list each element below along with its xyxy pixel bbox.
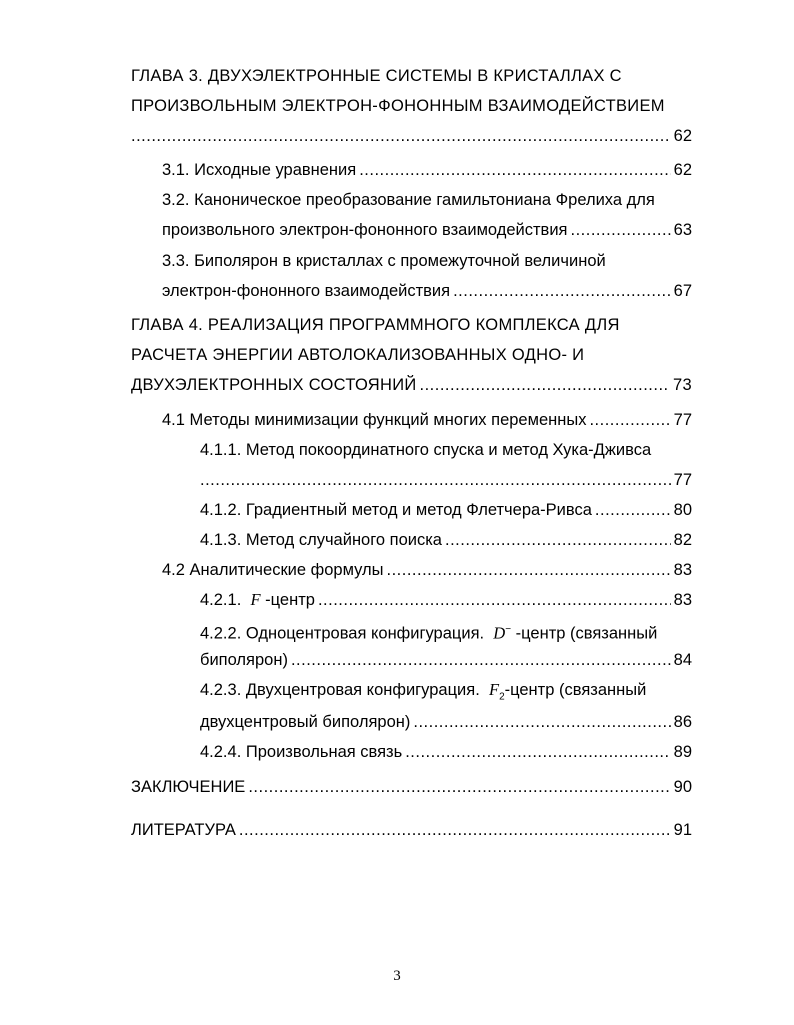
toc-section-title: произвольного электрон-фононного взаимодействия bbox=[162, 221, 568, 239]
toc-subsection-4-2-3-line-1 bbox=[200, 678, 692, 702]
page-ref: 84 bbox=[673, 651, 692, 669]
toc-chapter-4-title-line-2: РАСЧЕТА ЭНЕРГИИ АВТОЛОКАЛИЗОВАННЫХ ОДНО- И bbox=[131, 346, 585, 364]
toc-subsection-4-2-3[interactable] bbox=[200, 710, 692, 734]
toc-chapter-3-title-line-2: ПРОИЗВОЛЬНЫМ ЭЛЕКТРОН-ФОНОННЫМ ВЗАИМОДЕЙСТВИЕМ bbox=[131, 97, 665, 115]
page-ref: 62 bbox=[673, 161, 692, 179]
page-ref: 63 bbox=[673, 221, 692, 239]
leader-dots bbox=[131, 124, 671, 148]
toc-section-title: 3.1. Исходные уравнения bbox=[162, 161, 357, 179]
title-suffix: -центр (связанный bbox=[515, 624, 658, 643]
page-ref: 86 bbox=[673, 713, 692, 731]
leader-dots bbox=[239, 818, 671, 842]
page-ref: 67 bbox=[673, 282, 692, 300]
math-symbol: F bbox=[488, 680, 500, 699]
toc-section-3-2[interactable] bbox=[162, 218, 692, 242]
page-ref: 62 bbox=[673, 127, 692, 145]
leader-dots bbox=[318, 588, 671, 612]
page-ref: 83 bbox=[673, 591, 692, 609]
toc-chapter-4-title-line-1: ГЛАВА 4. РЕАЛИЗАЦИЯ ПРОГРАММНОГО КОМПЛЕКСА ДЛЯ bbox=[131, 316, 620, 334]
toc-section-3-3-line-1: 3.3. Биполярон в кристаллах с промежуточной величиной bbox=[162, 252, 606, 270]
toc-section-3-1[interactable] bbox=[162, 158, 692, 182]
leader-dots bbox=[420, 373, 671, 397]
toc-section-title bbox=[200, 588, 315, 612]
toc-section-title: ЗАКЛЮЧЕНИЕ bbox=[131, 778, 246, 796]
toc-section-4-2[interactable] bbox=[162, 558, 692, 582]
page-ref: 82 bbox=[673, 531, 692, 549]
toc-subsection-4-1-2[interactable] bbox=[200, 498, 692, 522]
toc-section-title: двухцентровый биполярон) bbox=[200, 713, 411, 731]
page-ref: 90 bbox=[673, 778, 692, 796]
toc-section-title: 4.1.3. Метод случайного поиска bbox=[200, 531, 442, 549]
math-symbol: F bbox=[250, 590, 261, 609]
leader-dots bbox=[570, 218, 670, 242]
page-ref: 89 bbox=[673, 743, 692, 761]
page-ref: 83 bbox=[673, 561, 692, 579]
toc-subsection-4-1-1-line-1: 4.1.1. Метод покоординатного спуска и метод Хука-Дживса bbox=[200, 441, 652, 459]
toc-subsection-4-2-2-line-1 bbox=[200, 618, 692, 642]
title-suffix: -центр bbox=[265, 591, 315, 609]
math-subscript: 2 bbox=[499, 691, 505, 703]
toc-subsection-4-2-1[interactable] bbox=[200, 588, 692, 612]
page-ref: 91 bbox=[673, 821, 692, 839]
page-ref: 80 bbox=[673, 501, 692, 519]
title-prefix: 4.2.3. Двухцентровая конфигурация. bbox=[200, 681, 480, 699]
leader-dots bbox=[405, 740, 670, 764]
page-number: 3 bbox=[393, 968, 401, 984]
toc-section-3-2-line-1: 3.2. Каноническое преобразование гамильтониана Фрелиха для bbox=[162, 191, 655, 209]
toc-section-title: ЛИТЕРАТУРА bbox=[131, 821, 236, 839]
toc-section-title: биполярон) bbox=[200, 651, 288, 669]
toc-subsection-4-2-2[interactable] bbox=[200, 648, 692, 672]
leader-dots bbox=[445, 528, 671, 552]
math-symbol: D bbox=[493, 623, 506, 643]
title-prefix: 4.2.2. Одноцентровая конфигурация. bbox=[200, 624, 485, 643]
toc-subsection-4-1-1[interactable] bbox=[200, 468, 692, 492]
toc-section-3-3[interactable] bbox=[162, 279, 692, 303]
title-suffix: -центр (связанный bbox=[504, 681, 647, 699]
leader-dots bbox=[291, 648, 671, 672]
leader-dots bbox=[413, 710, 670, 734]
toc-section-4-1[interactable] bbox=[162, 408, 692, 432]
leader-dots bbox=[595, 498, 671, 522]
toc-conclusion[interactable] bbox=[131, 775, 692, 799]
toc-chapter-title: ДВУХЭЛЕКТРОННЫХ СОСТОЯНИЙ bbox=[131, 376, 417, 394]
leader-dots bbox=[200, 468, 671, 492]
toc-section-title: 4.1 Методы минимизации функций многих переменных bbox=[162, 411, 587, 429]
toc-section-title: 4.2.4. Произвольная связь bbox=[200, 743, 403, 761]
math-superscript: − bbox=[505, 624, 512, 635]
leader-dots bbox=[453, 279, 671, 303]
toc-section-title: 4.1.2. Градиентный метод и метод Флетчера-Ривса bbox=[200, 501, 592, 519]
toc-chapter-3-entry[interactable] bbox=[131, 124, 692, 148]
page-ref: 77 bbox=[673, 411, 692, 429]
number-prefix: 4.2.1. bbox=[200, 591, 242, 609]
leader-dots bbox=[387, 558, 671, 582]
leader-dots bbox=[589, 408, 670, 432]
toc-subsection-4-1-3[interactable] bbox=[200, 528, 692, 552]
leader-dots bbox=[248, 775, 670, 799]
page-ref: 77 bbox=[673, 471, 692, 489]
toc-chapter-4-entry[interactable] bbox=[131, 373, 692, 397]
page-ref: 73 bbox=[673, 376, 692, 394]
toc-subsection-4-2-4[interactable] bbox=[200, 740, 692, 764]
toc-section-title: 4.2 Аналитические формулы bbox=[162, 561, 384, 579]
toc-section-title: электрон-фононного взаимодействия bbox=[162, 282, 451, 300]
leader-dots bbox=[359, 158, 670, 182]
toc-chapter-3-title-line-1: ГЛАВА 3. ДВУХЭЛЕКТРОННЫЕ СИСТЕМЫ В КРИСТАЛЛАХ С bbox=[131, 67, 622, 85]
toc-literature[interactable] bbox=[131, 818, 692, 842]
